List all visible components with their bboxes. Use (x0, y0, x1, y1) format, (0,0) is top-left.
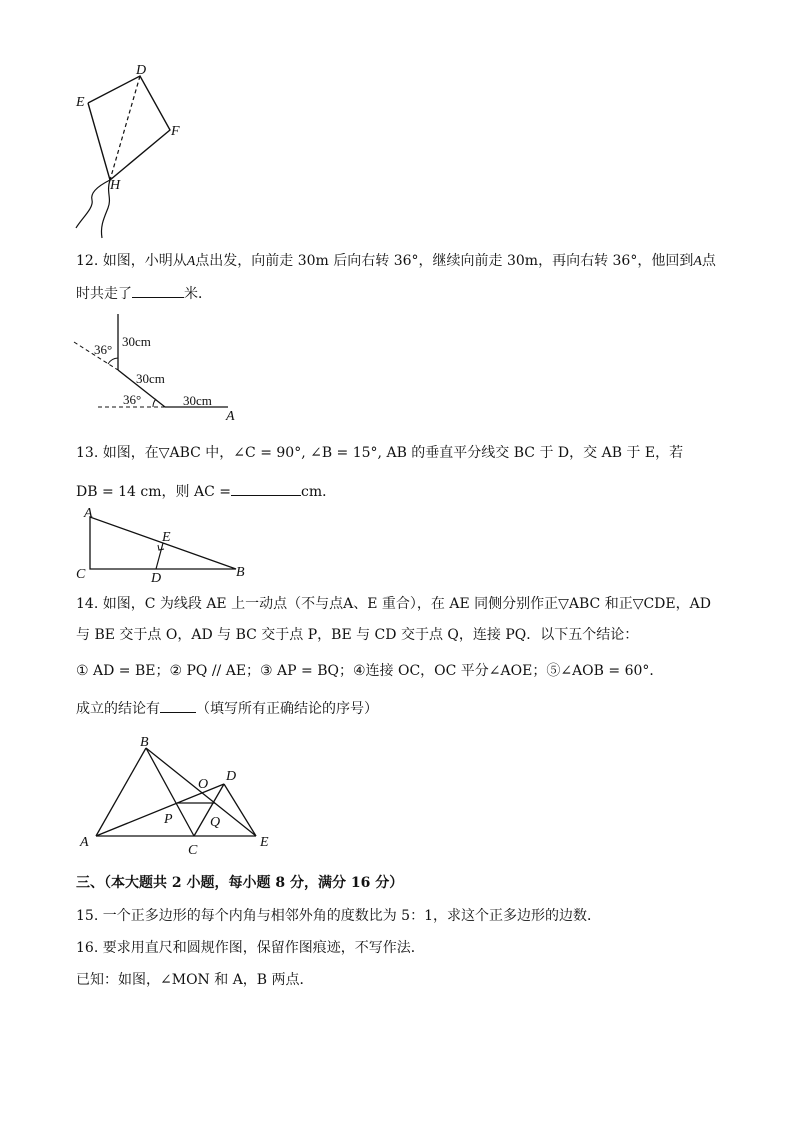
q14-line1: 14. 如图，C 为线段 AE 上一动点（不与点A、E 重合），在 AE 同侧分别作正▽ABC 和正▽CDE，AD (76, 596, 711, 612)
q14-line3: ① AD = BE；② PQ // AE；③ AP = BQ；④连接 OC，OC 平分∠AOE；⑤∠AOB = 60°． (76, 663, 664, 679)
q16-line2: 已知：如图，∠MON 和 A，B 两点． (76, 972, 314, 988)
q12-text2: 点出发，向前走 30m 后向右转 36°，继续向前走 30m，再向右转 36°，他回到 (195, 253, 694, 269)
kite-string (76, 180, 110, 238)
q15-text: 15. 一个正多边形的每个内角与相邻外角的度数比为 5：1，求这个正多边形的边数． (76, 908, 601, 924)
q14-line2: 与 BE 交于点 O，AD 与 BC 交于点 P，BE 与 CD 交于点 Q，连接 PQ．以下五个结论： (76, 627, 639, 643)
tri-label-d: D (151, 571, 162, 586)
walk-label-30a: 30cm (122, 334, 151, 349)
q13-line2a: DB = 14 cm，则 AC = (76, 484, 231, 500)
q13-line2b: cm． (300, 484, 337, 500)
eq-label-o: O (198, 777, 209, 792)
right-angle-mark (158, 545, 164, 550)
kite-label-d: D (136, 63, 147, 78)
q14-answer-blank[interactable] (160, 698, 196, 713)
line-de (224, 784, 256, 836)
walk-figure (70, 312, 250, 422)
line-ab (96, 748, 146, 836)
tri-label-b: B (236, 565, 245, 580)
q13-line1: 13. 如图，在▽ABC 中，∠C = 90°, ∠B = 15°, AB 的垂直平分线交 BC 于 D，交 AB 于 E，若 (76, 445, 684, 461)
equilateral-figure (76, 730, 296, 860)
triangle-abc-figure (74, 503, 264, 586)
walk-angle1: 36° (94, 342, 113, 357)
q12-answer-blank[interactable] (132, 283, 184, 298)
walk-arc1 (108, 358, 118, 364)
q14-line4 (76, 698, 378, 719)
tri-label-a: A (84, 506, 93, 521)
kite-figure (70, 58, 210, 248)
kite-label-e: E (76, 95, 85, 110)
q13-line2 (76, 481, 336, 502)
kite-label-h: H (110, 178, 121, 193)
q12-text1: 12. 如图，小明从 (76, 253, 187, 269)
eq-label-p: P (164, 812, 173, 827)
kite-diagonal (110, 76, 140, 180)
walk-label-30b: 30cm (136, 371, 165, 386)
q12-point-a: A (186, 254, 196, 269)
perp-bisector-de (156, 543, 163, 569)
q14-line4a: 成立的结论有 (76, 701, 160, 717)
eq-label-e: E (260, 835, 269, 850)
eq-label-a: A (80, 835, 89, 850)
kite-outline (88, 76, 170, 180)
q12-line1 (76, 251, 716, 272)
kite-label-f: F (171, 124, 180, 139)
q12-text3: 点 (701, 253, 716, 269)
q16-line1: 16. 要求用直尺和圆规作图，保留作图痕迹，不写作法． (76, 940, 425, 956)
eq-label-b: B (140, 735, 149, 750)
walk-label-30c: 30cm (183, 393, 212, 408)
walk-label-a: A (226, 409, 235, 424)
section3-heading: 三、（本大题共 2 小题，每小题 8 分，满分 16 分） (76, 875, 404, 891)
q12-line2b: 米． (184, 286, 212, 302)
walk-arc2 (153, 399, 156, 407)
q13-answer-blank[interactable] (231, 481, 301, 496)
eq-label-c: C (188, 843, 198, 858)
walk-angle2: 36° (123, 392, 142, 407)
q12-line2 (76, 283, 212, 304)
eq-label-d: D (226, 769, 237, 784)
q12-point-a2: A (693, 254, 702, 269)
eq-label-q: Q (210, 815, 221, 830)
q14-line4b: （填写所有正确结论的序号） (196, 701, 378, 717)
tri-label-c: C (76, 567, 86, 582)
q12-line2a: 时共走了 (76, 286, 132, 302)
tri-label-e: E (162, 530, 171, 545)
